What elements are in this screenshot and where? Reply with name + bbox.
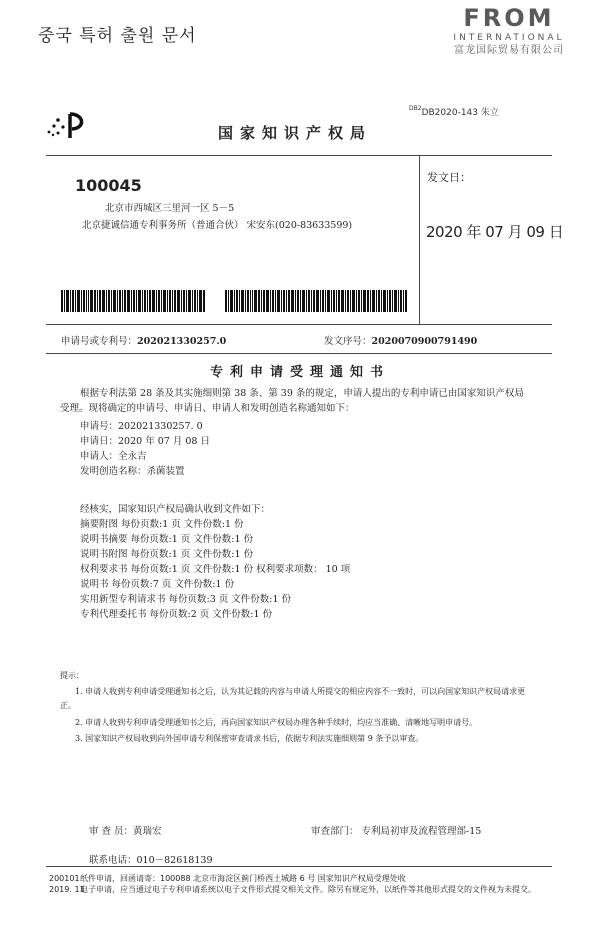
footer-divider [46, 866, 552, 867]
notice-title: 专利申请受理通知书 [209, 365, 390, 380]
field-applicant: 申请人：全永吉 [80, 451, 147, 462]
tip-2: 2. 申请人收到专利申请受理通知书之后，再向国家知识产权局办理各种手续时，均应当准确、清晰地写明申请号。 [75, 718, 478, 727]
application-number [61, 333, 226, 347]
tip-3: 3. 国家知识产权局收到向外国申请专利保密审查请求书后，依据专利法实施细则第 9 条予以审查。 [75, 734, 424, 743]
list-item: 说明书摘要 每份页数:1 页 文件份数:1 份 [80, 534, 254, 545]
examiner: 审 查 员：黄瑞宏 [89, 826, 162, 837]
document-code-note: 朱立 [480, 108, 499, 118]
address: 北京市西城区三里河一区 5－5 [105, 203, 235, 214]
footer-text [80, 873, 550, 895]
divider-bottom [46, 353, 552, 354]
postal-code: 100045 [75, 176, 142, 195]
barcode-1 [61, 290, 205, 312]
field-invention-name: 发明创造名称：杀菌装置 [80, 466, 185, 477]
send-serial-number [324, 333, 477, 347]
send-serial-label: 发文序号： [324, 336, 372, 347]
list-item: 权利要求书 每份页数:1 页 文件份数:1 份 权利要求项数： 10 项 [80, 564, 351, 575]
office-name: 国家知识产权局 [218, 124, 373, 142]
send-date-label: 发文日： [427, 171, 471, 184]
document-code-main: DB2020-143 [421, 108, 478, 118]
field-application-no: 申请号：202021330257. 0 [80, 421, 203, 432]
page-title: 중국 특허 출원 문서 [38, 26, 197, 46]
list-item: 摘要附图 每份页数:1 页 文件份数:1 份 [80, 519, 244, 530]
brand-subtitle: INTERNATIONAL [453, 33, 565, 43]
divider-top [46, 155, 552, 156]
notice-paragraph: 根据专利法第 28 条及其实施细则第 38 条、第 39 条的规定，申请人提出的专利申请已由国家知识产权局受理。现将确定的申请号、申请日、申请人和发明创造名称通知如下： [60, 388, 524, 414]
application-number-value: 202021330257.0 [137, 336, 227, 347]
footer-line-1: 纸件申请，回函请寄：100088 北京市海淀区蓟门桥西土城路 6 号 国家知识产权局受理处收 [80, 874, 406, 883]
footer-code-2: 2019. 11 [49, 885, 85, 894]
list-item: 实用新型专利请求书 每份页数:3 页 文件份数:1 份 [80, 594, 292, 605]
contact-phone: 联系电话：010－82618139 [89, 855, 213, 866]
footer-line-2: 电子申请，应当通过电子专利申请系统以电子文件形式提交相关文件。除另有规定外，以纸件等其他形式提交的文件视为未提交。 [80, 885, 536, 894]
send-serial-value: 2020070900791490 [371, 336, 478, 347]
received-files-list [80, 517, 350, 622]
verify-intro: 经核实，国家知识产权局确认收到文件如下： [80, 504, 271, 515]
application-fields [80, 419, 210, 479]
brand-name: FROM [463, 4, 555, 32]
divider-middle [46, 324, 552, 325]
send-date: 2020 年 07 月 09 日 [426, 223, 564, 241]
tip-1: 1. 申请人收到专利申请受理通知书之后，认为其记载的内容与申请人所提交的相应内容不一致时，可以向国家知识产权局请求更正。 [60, 687, 526, 710]
tips-label: 提示： [60, 671, 84, 680]
examination-department: 审查部门： 专利局初审及流程管理部-15 [311, 826, 482, 837]
field-application-date: 申请日：2020 年 07 月 08 日 [80, 436, 210, 447]
barcode-2 [225, 290, 407, 312]
footer-code-1: 200101 [49, 874, 80, 883]
list-item: 说明书附图 每份页数:1 页 文件份数:1 份 [80, 549, 254, 560]
brand-chinese-name: 富龙国际贸易有限公司 [454, 45, 564, 56]
list-item: 专利代理委托书 每份页数:2 页 文件份数:1 份 [80, 609, 273, 620]
divider-vertical [419, 155, 420, 325]
cnipa-emblem-icon [46, 110, 92, 146]
document-code [409, 105, 499, 118]
agent: 北京捷诚信通专利事务所（普通合伙） 宋安东(020-83633599) [82, 220, 353, 231]
brand-logo [445, 4, 573, 57]
list-item: 说明书 每份页数:7 页 文件份数:1 份 [80, 579, 235, 590]
document-code-small: DB2 [409, 105, 422, 112]
application-number-label: 申请号或专利号： [61, 336, 138, 347]
